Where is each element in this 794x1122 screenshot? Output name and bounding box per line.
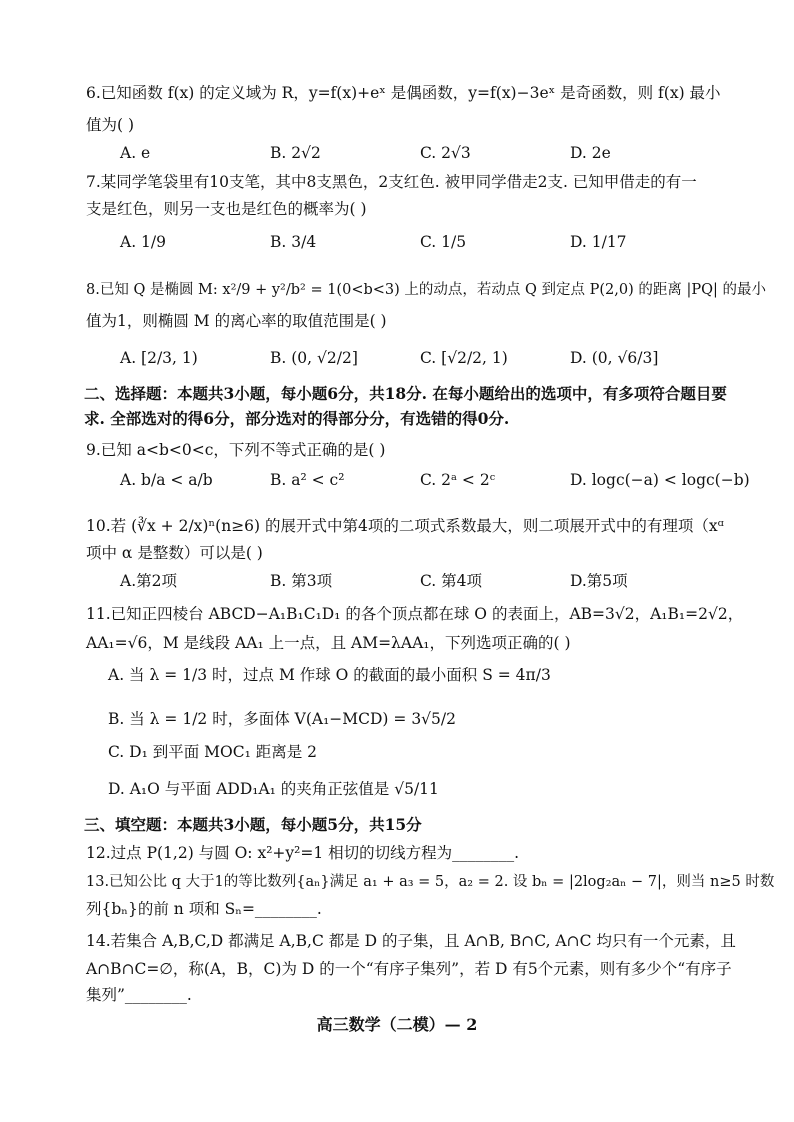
q7-line1: 7.某同学笔袋里有10支笔，其中8支黑色，2支红色. 被甲同学借走2支. 已知甲借走的有一: [86, 173, 697, 191]
q9-line1: 9.已知 a<b<0<c，下列不等式正确的是( ): [86, 441, 386, 459]
q10-option-c: C. 第4项: [420, 572, 483, 590]
q10-line1: 10.若 (∛x + 2/x)ⁿ(n≥6) 的展开式中第4项的二项式系数最大，则二项展开式中的有理项（xᵅ: [86, 517, 724, 535]
q6-line2: 值为( ): [86, 116, 135, 134]
q8-option-b: B. (0, √2/2]: [270, 349, 358, 367]
q7-option-a: A. 1/9: [120, 233, 166, 251]
q14-line1: 14.若集合 A,B,C,D 都满足 A,B,C 都是 D 的子集，且 A∩B, B∩C, A∩C 均只有一个元素，且: [86, 932, 736, 950]
q9-option-c: C. 2ᵃ < 2ᶜ: [420, 471, 496, 489]
q12-line1: 12.过点 P(1,2) 与圆 O: x²+y²=1 相切的切线方程为________.: [86, 844, 520, 862]
q9-option-b: B. a² < c²: [270, 471, 345, 489]
q8-option-a: A. [2/3, 1): [120, 349, 198, 367]
q11-line2: AA₁=√6，M 是线段 AA₁ 上一点，且 AM=λAA₁，下列选项正确的( ): [86, 634, 571, 652]
q8-option-c: C. [√2/2, 1): [420, 349, 508, 367]
q11-option-b: B. 当 λ = 1/2 时，多面体 V(A₁−MCD) = 3√5/2: [108, 710, 457, 728]
q6-option-d: D. 2e: [570, 144, 611, 162]
section2-line1: 二、选择题：本题共3小题，每小题6分，共18分. 在每小题给出的选项中，有多项符合题目要: [84, 384, 727, 403]
section3-line1: 三、填空题：本题共3小题，每小题5分，共15分: [84, 815, 422, 834]
q10-option-b: B. 第3项: [270, 572, 333, 590]
q9-option-a: A. b/a < a/b: [120, 471, 213, 489]
q10-option-a: A.第2项: [120, 572, 177, 590]
q8-line1: 8.已知 Q 是椭圆 M: x²/9 + y²/b² = 1(0<b<3) 上的动点，若动点 Q 到定点 P(2,0) 的距离 |PQ| 的最小: [86, 282, 766, 298]
q8-options: [120, 346, 760, 370]
q13-line2: 列{bₙ}的前 n 项和 Sₙ=________.: [86, 900, 322, 918]
q10-options: [120, 569, 760, 593]
q6-options: [120, 141, 760, 165]
q6-option-b: B. 2√2: [270, 144, 321, 162]
q8-option-d: D. (0, √6/3]: [570, 349, 659, 367]
q10-line2: 项中 α 是整数）可以是( ): [86, 544, 263, 562]
q9-options: [120, 468, 760, 492]
q7-option-c: C. 1/5: [420, 233, 467, 251]
q10-option-d: D.第5项: [570, 572, 628, 590]
q7-option-d: D. 1/17: [570, 233, 627, 251]
q14-line2: A∩B∩C=∅，称(A，B，C)为 D 的一个“有序子集列”，若 D 有5个元素，则有多少个“有序子: [86, 960, 732, 978]
q7-line2: 支是红色，则另一支也是红色的概率为( ): [86, 200, 367, 218]
q9-option-d: D. logc(−a) < logc(−b): [570, 471, 750, 489]
q14-line3: 集列”________.: [86, 986, 192, 1004]
q6-line1: 6.已知函数 f(x) 的定义域为 R，y=f(x)+eˣ 是偶函数，y=f(x)−3eˣ 是奇函数，则 f(x) 最小: [86, 84, 721, 102]
q11-line1: 11.已知正四棱台 ABCD−A₁B₁C₁D₁ 的各个顶点都在球 O 的表面上，AB=3√2，A₁B₁=2√2，: [86, 605, 744, 623]
q6-option-a: A. e: [120, 144, 151, 162]
q7-options: [120, 230, 760, 254]
q11-option-c: C. D₁ 到平面 MOC₁ 距离是 2: [108, 743, 318, 761]
q11-option-d: D. A₁O 与平面 ADD₁A₁ 的夹角正弦值是 √5/11: [108, 780, 439, 798]
q13-line1: 13.已知公比 q 大于1的等比数列{aₙ}满足 a₁ + a₃ = 5，a₂ = 2. 设 bₙ = |2log₂aₙ − 7|，则当 n≥5 时数: [86, 874, 775, 890]
q6-option-c: C. 2√3: [420, 144, 471, 162]
section2-line2: 求. 全部选对的得6分，部分选对的得部分分，有选错的得0分.: [84, 409, 510, 428]
q7-option-b: B. 3/4: [270, 233, 317, 251]
page-footer: 高三数学（二模）— 2: [316, 1015, 478, 1034]
q8-line2: 值为1，则椭圆 M 的离心率的取值范围是( ): [86, 312, 387, 330]
q11-option-a: A. 当 λ = 1/3 时，过点 M 作球 O 的截面的最小面积 S = 4π/3: [108, 666, 551, 684]
